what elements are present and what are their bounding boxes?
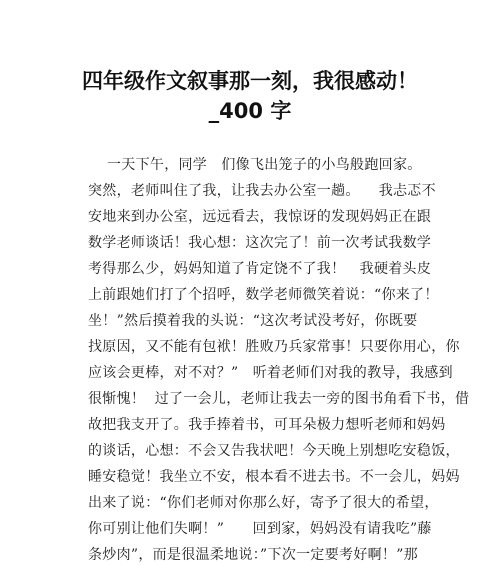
article-subtitle: _400 字 <box>208 99 292 123</box>
paragraph-line: 睡安稳觉！我坐立不安，根本看不进去书。不一会儿，妈妈 <box>88 469 460 485</box>
paragraph-line: 坐！”然后摸着我的头说：“这次考试没考好，你既要 <box>88 313 418 329</box>
paragraph-line: 应该会更棒，对不对？” 听着老师们对我的教导，我感到 <box>88 365 453 381</box>
article-title: 四年级作文叙事那一刻，我很感动！ <box>82 69 418 93</box>
paragraph-line: 一天下午，同学 们像飞出笼子的小鸟般跑回家。 <box>88 157 422 173</box>
paragraph-line: 故把我支开了。我手捧着书，可耳朵极力想听老师和妈妈 <box>88 417 446 433</box>
paragraph-line: 安地来到办公室，远远看去，我惊讶的发现妈妈正在跟 <box>88 209 432 225</box>
paragraph-line: 很惭愧！ 过了一会儿，老师让我去一旁的图书角看下书，借 <box>88 391 470 407</box>
paragraph-line: 上前跟她们打了个招呼，数学老师微笑着说：“你来了！ <box>88 287 439 303</box>
paragraph-line: 出来了说：“你们老师对你那么好，寄予了很大的希望， <box>88 495 439 511</box>
paragraph-line: 突然，老师叫住了我，让我去办公室一趟。 我忐忑不 <box>88 183 436 199</box>
paragraph-line: 你可别让他们失啊！” 回到家，妈妈没有请我吃”藤 <box>88 521 432 537</box>
paragraph-line: 数学老师谈话！我心想：这次完了！前一次考试我数学 <box>88 235 432 251</box>
paragraph-line: 的谈话，心想：不会又告我状吧！今天晚上别想吃安稳饭， <box>88 443 460 459</box>
paragraph-line: 考得那么少，妈妈知道了肯定饶不了我！ 我硬着头皮 <box>88 261 432 277</box>
paragraph-line: 条炒肉”，而是很温柔地说：”下次一定要考好啊！”那 <box>88 547 418 563</box>
paragraph-line: 找原因，又不能有包袱！胜败乃兵家常事！只要你用心，你 <box>88 339 460 355</box>
